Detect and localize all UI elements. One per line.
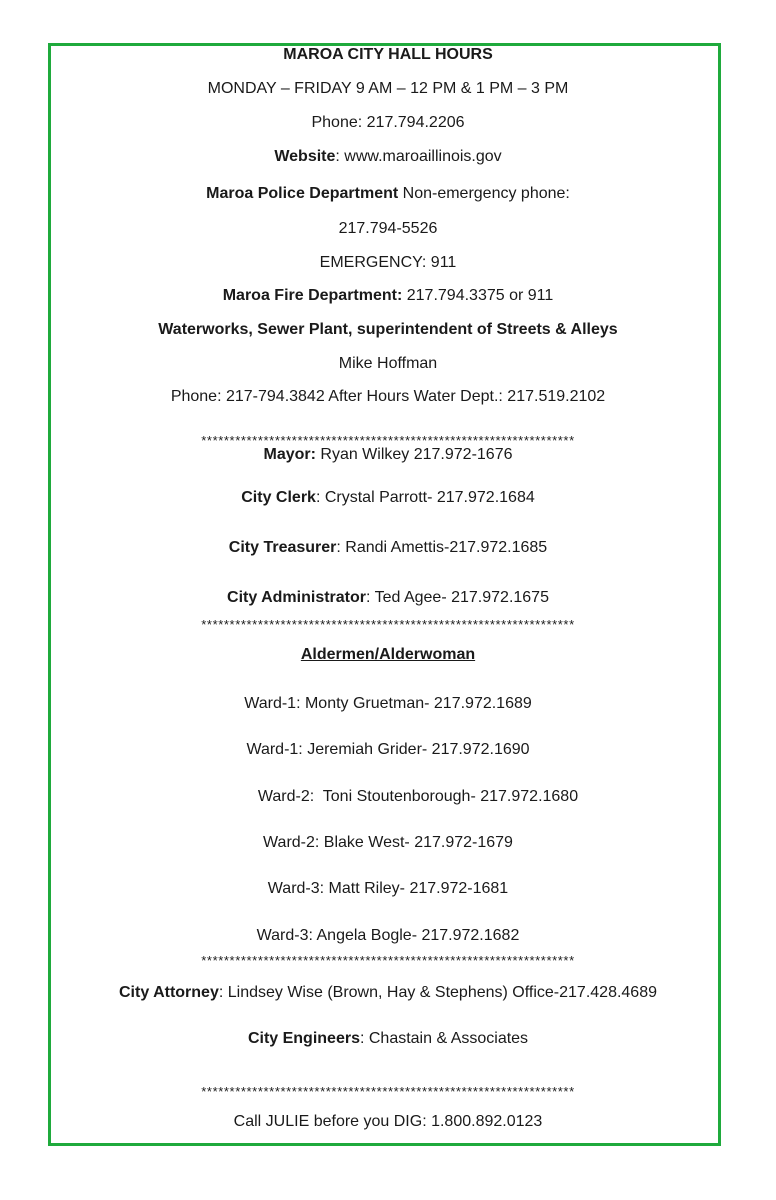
treasurer-text: : Randi Amettis-217.972.1685 — [336, 539, 548, 556]
police-label: Maroa Police Department — [206, 185, 399, 202]
alderman-item: Ward-1: Jeremiah Grider- 217.972.1690 — [246, 741, 530, 758]
mayor-label: Mayor: — [263, 446, 316, 463]
separator-4: ****************************************************************** — [201, 1084, 575, 1099]
alderman-item: Ward-3: Matt Riley- 217.972-1681 — [267, 880, 509, 897]
website-label: Website — [274, 148, 336, 165]
aldermen-heading: Aldermen/Alderwoman — [300, 646, 476, 663]
treasurer-line — [0, 538, 776, 558]
engineers-line — [0, 1029, 776, 1049]
administrator-label: City Administrator — [227, 589, 366, 606]
julie-line: Call JULIE before you DIG: 1.800.892.0123 — [233, 1113, 543, 1130]
waterworks-heading: Waterworks, Sewer Plant, superintendent of Streets & Alleys — [158, 321, 618, 338]
fire-text: 217.794.3375 or 911 — [402, 287, 554, 304]
alderman-item: Ward-2: Toni Stoutenborough- 217.972.1680 — [257, 788, 579, 805]
administrator-line — [0, 588, 776, 608]
separator-2: ****************************************************************** — [201, 617, 575, 632]
clerk-line — [0, 488, 776, 508]
attorney-line — [0, 983, 776, 1003]
engineers-label: City Engineers — [247, 1030, 360, 1047]
hours-line: MONDAY – FRIDAY 9 AM – 12 PM & 1 PM – 3 PM — [207, 80, 569, 97]
treasurer-label: City Treasurer — [228, 539, 337, 556]
alderman-item: Ward-1: Monty Gruetman- 217.972.1689 — [244, 695, 532, 712]
clerk-label: City Clerk — [241, 489, 316, 506]
clerk-text: : Crystal Parrott- 217.972.1684 — [315, 489, 535, 506]
administrator-text: : Ted Agee- 217.972.1675 — [366, 589, 549, 606]
fire-line — [0, 286, 776, 306]
separator-1: ****************************************************************** — [201, 433, 575, 448]
mayor-text: Ryan Wilkey 217.972-1676 — [315, 446, 513, 463]
police-phone: 217.794-5526 — [338, 220, 438, 237]
police-line — [0, 184, 776, 204]
waterworks-phone: Phone: 217-794.3842 After Hours Water Dept.: 217.519.2102 — [170, 388, 606, 405]
waterworks-name: Mike Hoffman — [338, 355, 438, 372]
alderman-item: Ward-3: Angela Bogle- 217.972.1682 — [256, 927, 520, 944]
mayor-line — [0, 445, 776, 465]
separator-3: ****************************************************************** — [201, 953, 575, 968]
emergency-line: EMERGENCY: 911 — [319, 254, 457, 271]
page-title: MAROA CITY HALL HOURS — [283, 46, 493, 63]
alderman-item: Ward-2: Blake West- 217.972-1679 — [263, 834, 513, 851]
city-hall-phone: Phone: 217.794.2206 — [311, 114, 465, 131]
website-line — [0, 147, 776, 167]
attorney-label: City Attorney — [118, 984, 219, 1001]
police-text: Non-emergency phone: — [398, 185, 570, 202]
website-value: : www.maroaillinois.gov — [335, 148, 502, 165]
engineers-text: : Chastain & Associates — [359, 1030, 529, 1047]
attorney-text: : Lindsey Wise (Brown, Hay & Stephens) Office-217.428.4689 — [218, 984, 657, 1001]
fire-label: Maroa Fire Department: — [222, 287, 403, 304]
